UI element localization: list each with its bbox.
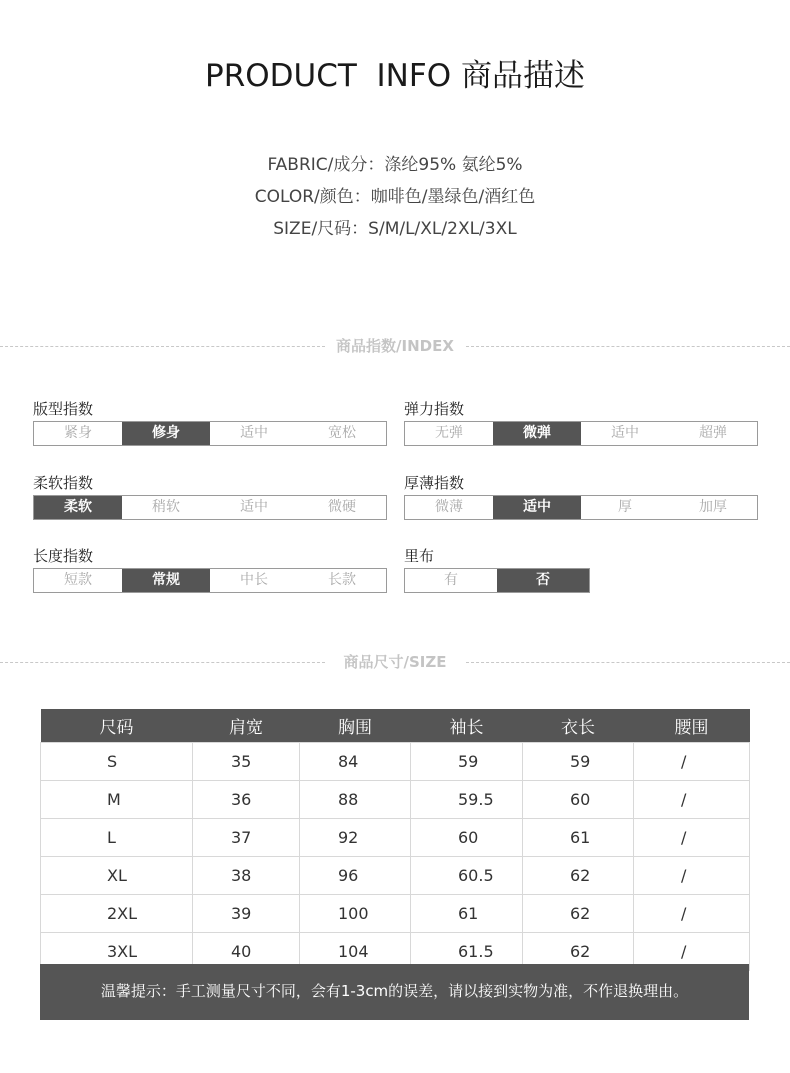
page-title: PRODUCT INFO 商品描述 xyxy=(205,58,585,94)
length-cell: 59 xyxy=(523,743,634,781)
sleeve-cell: 61 xyxy=(411,895,523,933)
lining-option: 有 xyxy=(444,572,458,588)
elasticity-index-label: 弹力指数 xyxy=(404,400,465,418)
shoulder-cell: 39 xyxy=(193,895,300,933)
chest-cell: 84 xyxy=(300,743,411,781)
elasticity-option: 微弹 xyxy=(493,422,581,445)
elasticity-index-scale xyxy=(404,421,758,446)
color-info: COLOR/颜色：咖啡色/墨绿色/酒红色 xyxy=(254,187,536,207)
shoulder-cell: 36 xyxy=(193,781,300,819)
table-row xyxy=(41,895,750,933)
waist-cell: / xyxy=(634,781,750,819)
lining-option: 否 xyxy=(497,569,589,592)
length-cell: 62 xyxy=(523,857,634,895)
table-row xyxy=(41,819,750,857)
chest-cell: 96 xyxy=(300,857,411,895)
fit-option: 紧身 xyxy=(64,425,92,441)
elasticity-option: 超弹 xyxy=(699,425,727,441)
thickness-option: 微薄 xyxy=(435,499,463,515)
fit-index-label: 版型指数 xyxy=(33,400,94,418)
index-section-label: 商品指数/INDEX xyxy=(336,337,454,355)
header-chest: 胸围 xyxy=(300,709,411,743)
length-index-label: 长度指数 xyxy=(33,547,94,565)
waist-cell: / xyxy=(634,933,750,971)
header-sleeve: 袖长 xyxy=(411,709,523,743)
fit-option: 适中 xyxy=(240,425,268,441)
sleeve-cell: 60.5 xyxy=(411,857,523,895)
size-cell: 3XL xyxy=(41,933,193,971)
sleeve-cell: 61.5 xyxy=(411,933,523,971)
shoulder-cell: 35 xyxy=(193,743,300,781)
reminder-note: 温馨提示：手工测量尺寸不同，会有1-3cm的误差，请以接到实物为准，不作退换理由。 xyxy=(40,964,749,1020)
length-option: 常规 xyxy=(122,569,210,592)
size-info: SIZE/尺码：S/M/L/XL/2XL/3XL xyxy=(273,219,517,239)
length-index-scale xyxy=(33,568,387,593)
length-option: 短款 xyxy=(64,572,92,588)
softness-option: 适中 xyxy=(240,499,268,515)
sleeve-cell: 59 xyxy=(411,743,523,781)
waist-cell: / xyxy=(634,895,750,933)
header-shoulder: 肩宽 xyxy=(193,709,300,743)
header-size: 尺码 xyxy=(41,709,193,743)
thickness-option: 加厚 xyxy=(699,499,727,515)
waist-cell: / xyxy=(634,819,750,857)
shoulder-cell: 38 xyxy=(193,857,300,895)
thickness-index-label: 厚薄指数 xyxy=(404,474,465,492)
table-row xyxy=(41,857,750,895)
fit-index-scale xyxy=(33,421,387,446)
lining-scale xyxy=(404,568,590,593)
sleeve-cell: 60 xyxy=(411,819,523,857)
table-row xyxy=(41,781,750,819)
size-divider xyxy=(0,652,790,672)
thickness-option: 厚 xyxy=(618,499,632,515)
softness-index-scale xyxy=(33,495,387,520)
size-cell: L xyxy=(41,819,193,857)
shoulder-cell: 40 xyxy=(193,933,300,971)
header-length: 衣长 xyxy=(523,709,634,743)
length-option: 中长 xyxy=(240,572,268,588)
softness-option: 稍软 xyxy=(152,499,180,515)
chest-cell: 104 xyxy=(300,933,411,971)
length-cell: 60 xyxy=(523,781,634,819)
elasticity-option: 适中 xyxy=(611,425,639,441)
length-option: 长款 xyxy=(328,572,356,588)
length-cell: 61 xyxy=(523,819,634,857)
header-waist: 腰围 xyxy=(634,709,750,743)
size-table xyxy=(40,709,750,971)
size-cell: M xyxy=(41,781,193,819)
size-cell: XL xyxy=(41,857,193,895)
size-cell: 2XL xyxy=(41,895,193,933)
size-section-label: 商品尺寸/SIZE xyxy=(343,653,447,671)
chest-cell: 92 xyxy=(300,819,411,857)
length-cell: 62 xyxy=(523,895,634,933)
waist-cell: / xyxy=(634,857,750,895)
fabric-info: FABRIC/成分：涤纶95% 氨纶5% xyxy=(267,155,523,175)
softness-option: 微硬 xyxy=(328,499,356,515)
sleeve-cell: 59.5 xyxy=(411,781,523,819)
lining-label: 里布 xyxy=(404,547,435,565)
table-row xyxy=(41,743,750,781)
chest-cell: 100 xyxy=(300,895,411,933)
index-divider xyxy=(0,336,790,356)
size-cell: S xyxy=(41,743,193,781)
chest-cell: 88 xyxy=(300,781,411,819)
length-cell: 62 xyxy=(523,933,634,971)
softness-option: 柔软 xyxy=(34,496,122,519)
softness-index-label: 柔软指数 xyxy=(33,474,94,492)
fit-option: 宽松 xyxy=(328,425,356,441)
waist-cell: / xyxy=(634,743,750,781)
fit-option: 修身 xyxy=(122,422,210,445)
elasticity-option: 无弹 xyxy=(435,425,463,441)
shoulder-cell: 37 xyxy=(193,819,300,857)
thickness-index-scale xyxy=(404,495,758,520)
table-header-row xyxy=(41,709,750,743)
thickness-option: 适中 xyxy=(493,496,581,519)
